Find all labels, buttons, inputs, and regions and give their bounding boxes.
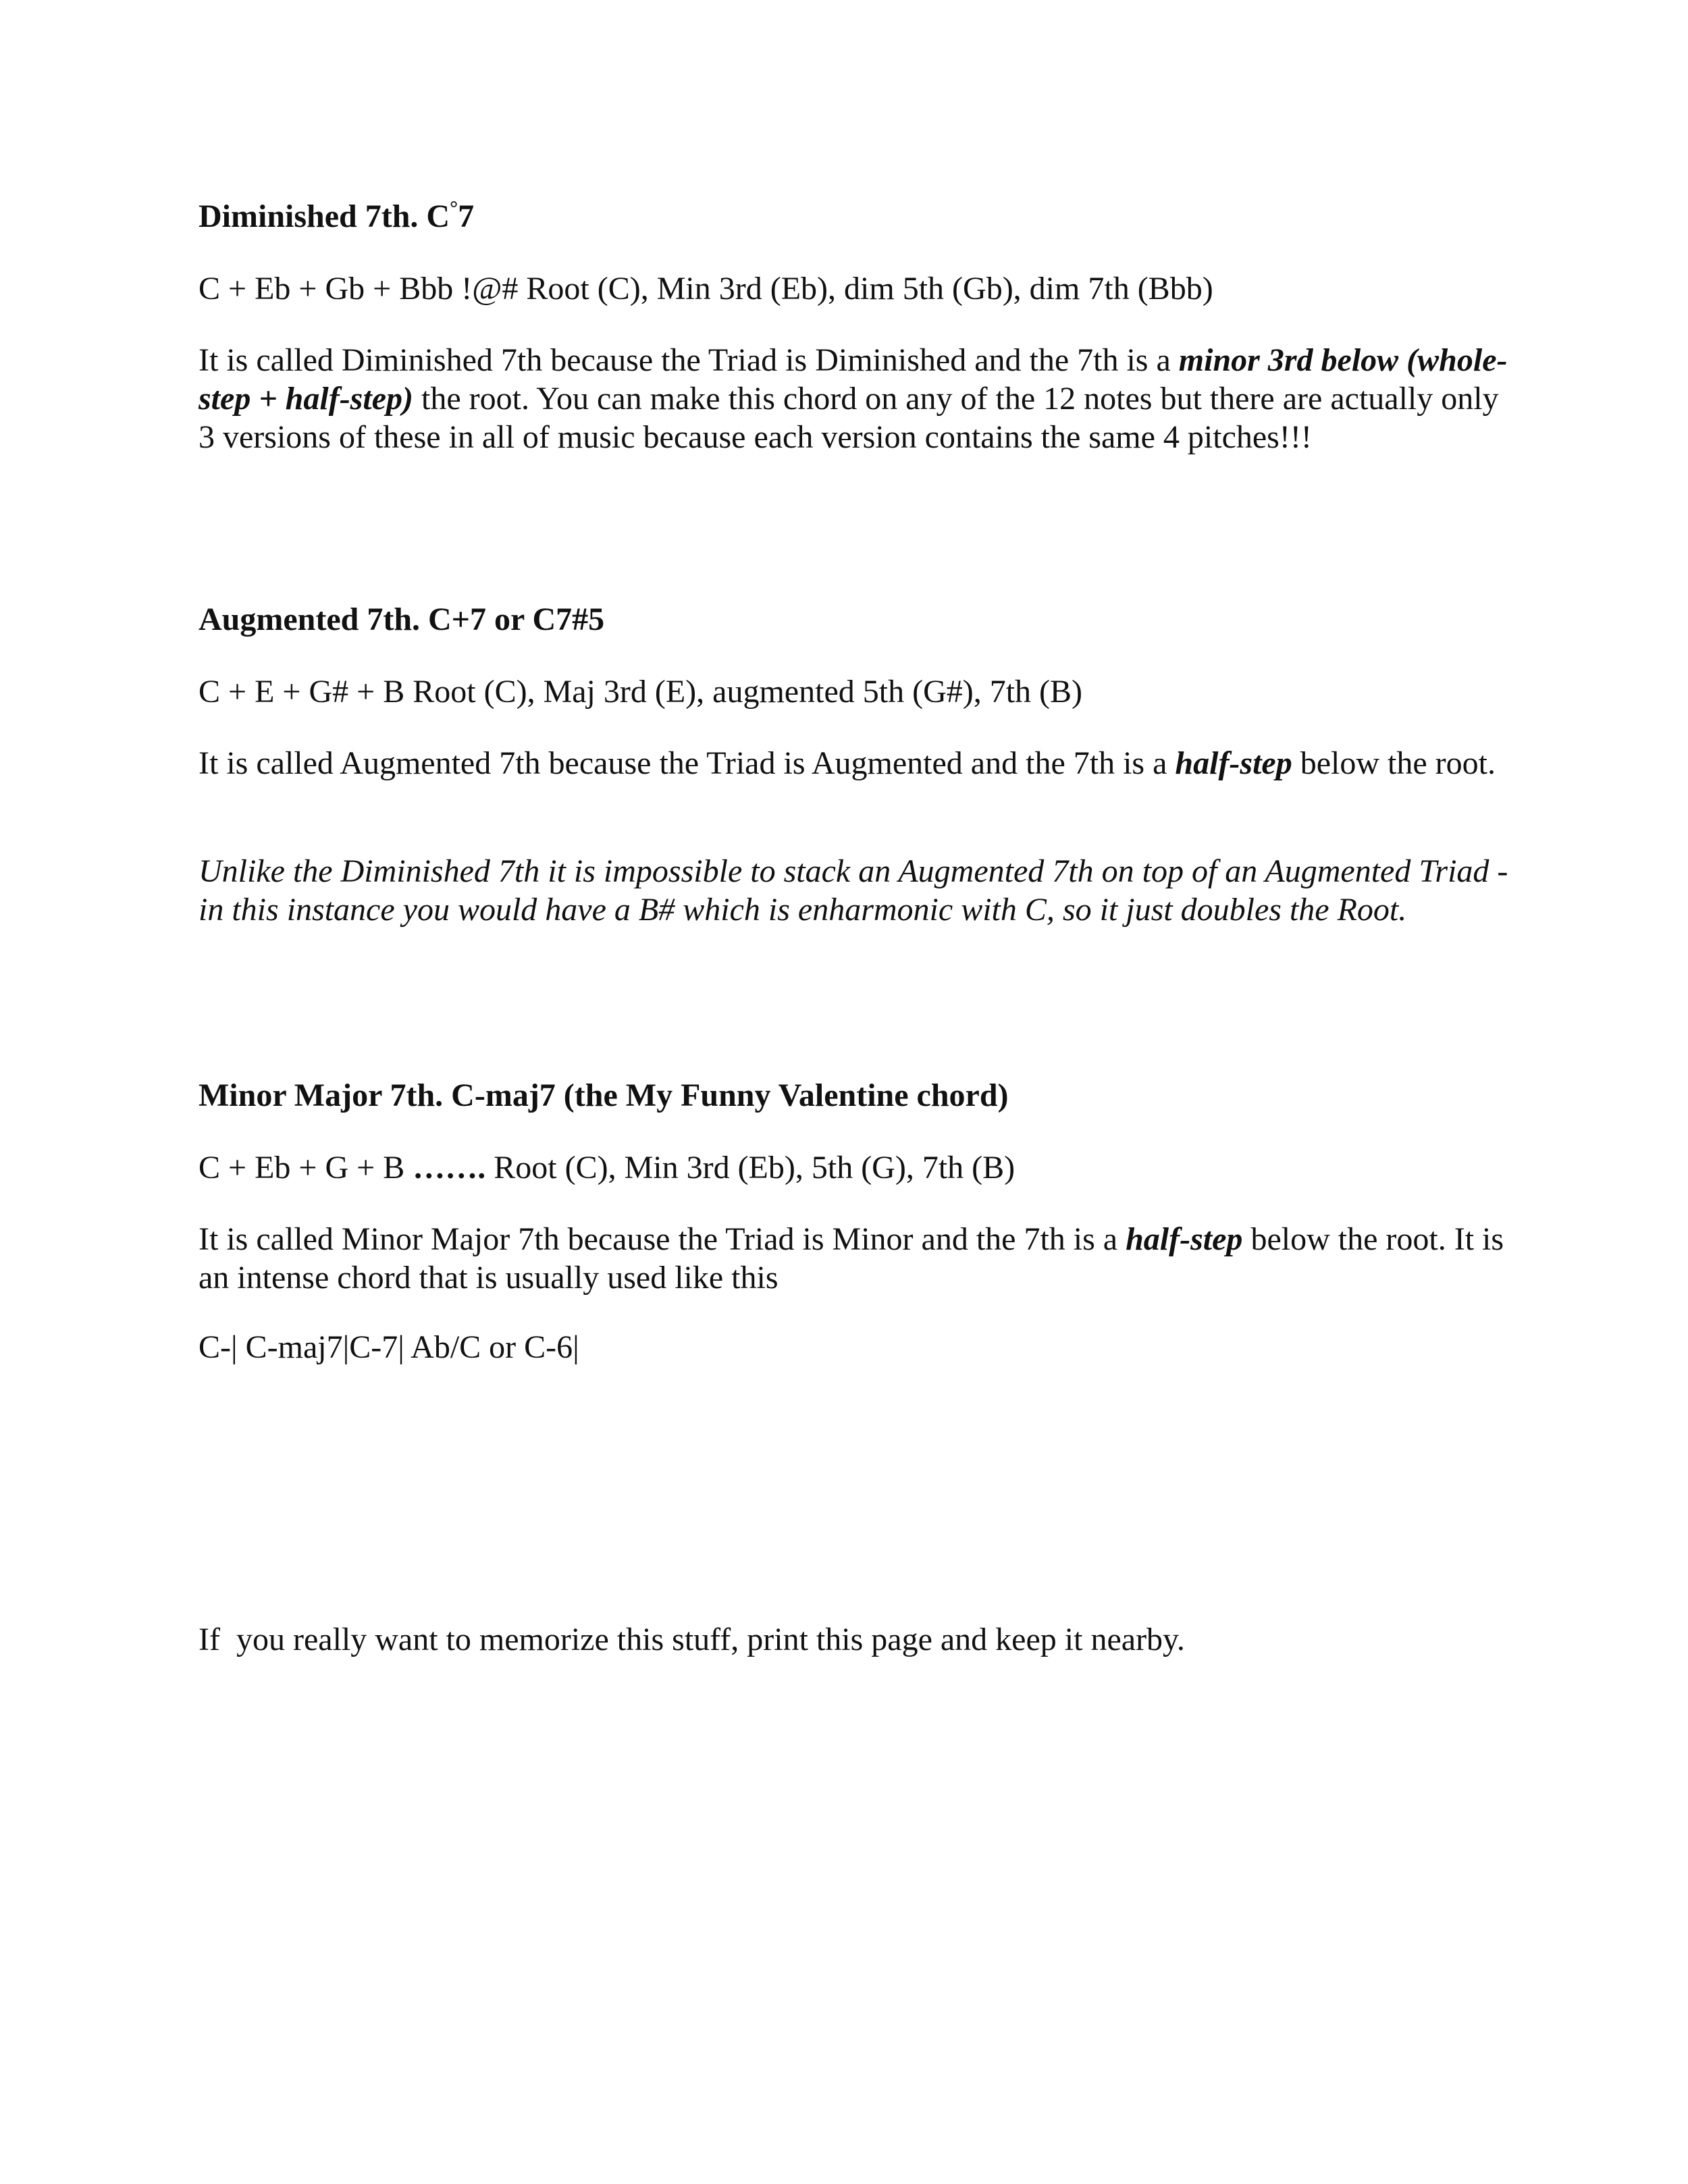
chord-progression: C-| C-maj7|C-7| Ab/C or C-6| <box>199 1329 579 1365</box>
minor-major-formula-notes: C + Eb + G + B <box>199 1150 413 1186</box>
minor-major-formula-dots: ……. <box>413 1150 486 1186</box>
diminished-desc-text-2: the root. You can make this chord on any of the 12 notes but there are actually only 3 versions of these in all of music because each version contains the same 4 pitches!!! <box>199 381 1499 455</box>
diminished-heading <box>199 197 1515 236</box>
minor-major-description <box>199 1220 1515 1297</box>
diminished-heading-text: Diminished 7th. C <box>199 198 450 234</box>
diminished-desc-emphasis: minor 3rd below (whole-step + half-step) <box>199 342 1508 417</box>
minor-major-formula-degrees: Root (C), Min 3rd (Eb), 5th (G), 7th (B) <box>485 1150 1016 1186</box>
minor-major-formula <box>199 1148 1515 1187</box>
augmented-note: Unlike the Diminished 7th it is impossible to stack an Augmented 7th on top of an Augmented Triad - in this instance you would have a B# which is enharmonic with C, so it just doubles the Root. <box>199 853 1508 928</box>
diminished-desc-text: It is called Diminished 7th because the Triad is Diminished and the 7th is a <box>199 342 1179 378</box>
diminished-heading-suffix: 7 <box>458 198 475 234</box>
minor-major-heading: Minor Major 7th. C-maj7 (the My Funny Valentine chord) <box>199 1077 1009 1113</box>
augmented-desc-emphasis: half-step <box>1175 745 1292 781</box>
diminished-description <box>199 341 1515 456</box>
augmented-description <box>199 744 1515 782</box>
minor-major-desc-text-2: below the root. It is an intense chord that is usually used like this <box>199 1221 1504 1296</box>
augmented-formula: C + E + G# + B Root (C), Maj 3rd (E), augmented 5th (G#), 7th (B) <box>199 674 1083 710</box>
degree-symbol: ° <box>450 197 458 219</box>
minor-major-desc-text: It is called Minor Major 7th because the Triad is Minor and the 7th is a <box>199 1221 1126 1257</box>
augmented-desc-text: It is called Augmented 7th because the Triad is Augmented and the 7th is a <box>199 745 1176 781</box>
augmented-desc-text-2: below the root. <box>1292 745 1496 781</box>
augmented-heading: Augmented 7th. C+7 or C7#5 <box>199 602 605 637</box>
footer-note: If you really want to memorize this stuff, print this page and keep it nearby. <box>199 1622 1185 1657</box>
diminished-formula: C + Eb + Gb + Bbb !@# Root (C), Min 3rd (Eb), dim 5th (Gb), dim 7th (Bbb) <box>199 271 1213 307</box>
minor-major-desc-emphasis: half-step <box>1126 1221 1243 1257</box>
